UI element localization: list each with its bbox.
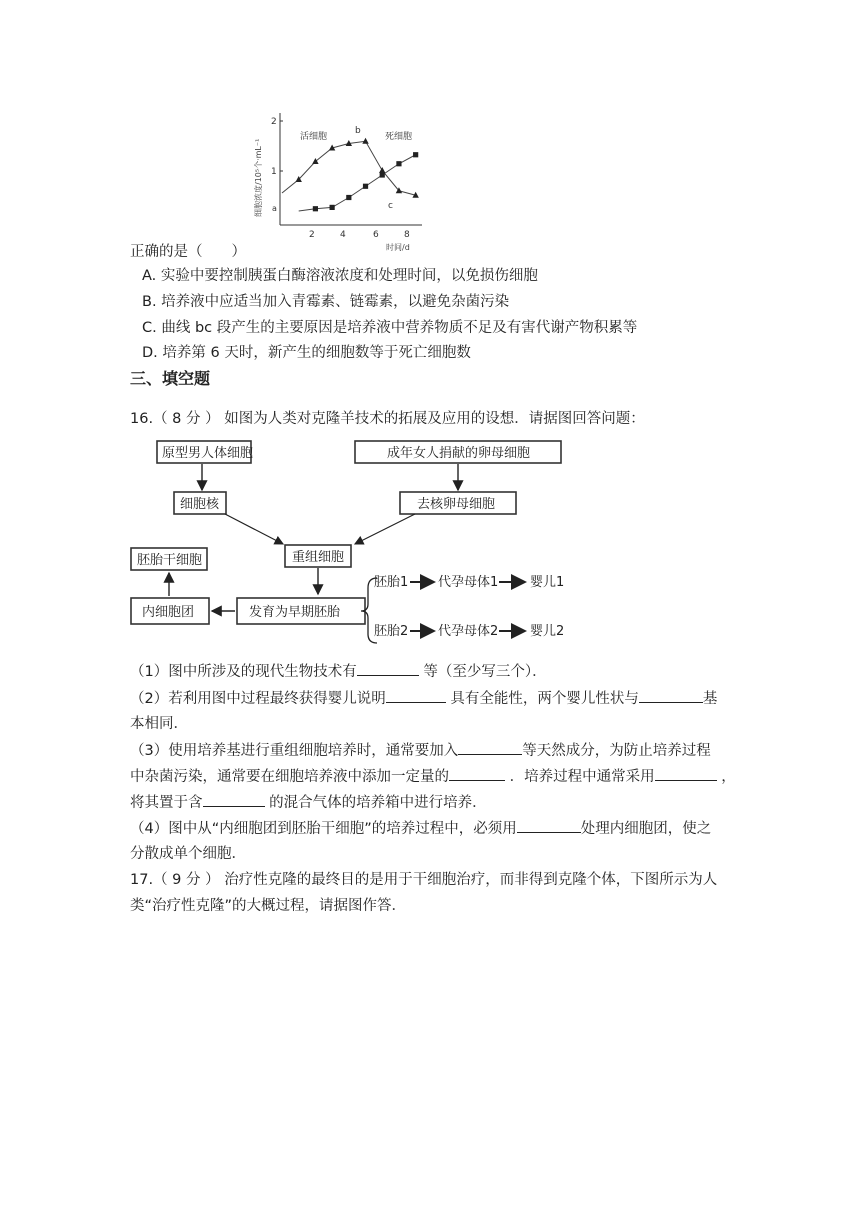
arrow-enucleated-to-reconstructed xyxy=(355,514,415,544)
q17-stem-line2: 类“治疗性克隆”的大概过程，请据图作答． xyxy=(130,898,407,914)
data-point xyxy=(396,161,401,166)
surrogate-1-label: 代孕母体1 xyxy=(438,575,499,590)
embryo-2-label: 胚胎2 xyxy=(374,624,409,639)
answer-blank[interactable] xyxy=(357,661,419,676)
chart-x-label: 时间/d xyxy=(386,243,410,252)
box-inner-cell-mass-label: 内细胞团 xyxy=(142,605,195,620)
q15-stem-end: 正确的是（ ） xyxy=(130,244,246,260)
q16-part-3-line2: 中杂菌污染，通常要在细胞培养液中添加一定量的 ．培养过程中通常采用 ， xyxy=(130,766,736,787)
chart-x-tick-2: 2 xyxy=(309,230,315,240)
data-point xyxy=(330,205,335,210)
q15-option-a: A. 实验中要控制胰蛋白酶溶液浓度和处理时间，以免损伤细胞 xyxy=(142,268,538,284)
q16-part-3: （3）使用培养基进行重组细胞培养时，通常要加入 等天然成分，为防止培养过程 xyxy=(130,740,711,761)
surrogate-2-label: 代孕母体2 xyxy=(438,624,499,639)
data-point xyxy=(346,195,351,200)
chart-y-tick-2: 2 xyxy=(271,117,277,127)
chart-label-b: b xyxy=(355,126,361,136)
box-reconstructed-cell-label: 重组细胞 xyxy=(292,550,345,565)
data-point xyxy=(362,138,368,144)
answer-blank[interactable] xyxy=(203,792,265,807)
chart-label-live: 活细胞 xyxy=(300,132,328,142)
embryo-1-label: 胚胎1 xyxy=(374,575,409,590)
data-point xyxy=(313,206,318,211)
answer-blank[interactable] xyxy=(449,766,505,781)
data-point xyxy=(312,158,318,164)
box-nucleus-label: 细胞核 xyxy=(180,497,220,512)
q15-option-d: D. 培养第 6 天时，新产生的细胞数等于死亡细胞数 xyxy=(142,345,471,361)
chart-x-tick-6: 6 xyxy=(373,230,379,240)
data-point xyxy=(363,184,368,189)
chart-y-label: 细胞浓度/10⁵个·mL⁻¹ xyxy=(254,138,263,217)
box-enucleated-egg-label: 去核卵母细胞 xyxy=(417,497,496,512)
box-donated-egg-label: 成年女人捐献的卵母细胞 xyxy=(387,446,531,461)
answer-blank[interactable] xyxy=(639,688,703,703)
arrow-nucleus-to-reconstructed xyxy=(225,514,283,544)
baby-1-label: 婴儿1 xyxy=(530,575,565,590)
answer-blank[interactable] xyxy=(655,766,717,781)
data-point xyxy=(380,172,385,177)
answer-blank[interactable] xyxy=(517,818,581,833)
baby-2-label: 婴儿2 xyxy=(530,624,565,639)
section-3-title: 三、填空题 xyxy=(130,369,211,388)
data-point xyxy=(413,152,418,157)
chart-x-tick-4: 4 xyxy=(340,230,346,240)
answer-blank[interactable] xyxy=(458,740,522,755)
q17-stem-line1: 17.（ 9 分 ） 治疗性克隆的最终目的是用于干细胞治疗，而非得到克隆个体，下图所示为人 xyxy=(130,872,718,888)
box-male-cell-label: 原型男人体细胞 xyxy=(162,446,254,461)
box-early-embryo-label: 发育为早期胚胎 xyxy=(249,605,341,620)
cell-growth-chart xyxy=(250,105,430,255)
chart-y-tick-1: 1 xyxy=(271,167,277,177)
q16-part-2: （2）若利用图中过程最终获得婴儿说明 具有全能性，两个婴儿性状与 基 xyxy=(130,688,717,709)
answer-blank[interactable] xyxy=(386,688,446,703)
q16-part-4: （4）图中从“内细胞团到胚胎干细胞”的培养过程中，必须用 处理内细胞团，使之 xyxy=(130,818,711,839)
chart-label-dead: 死细胞 xyxy=(385,132,413,142)
series-line-1 xyxy=(282,141,416,195)
q15-option-c: C. 曲线 bc 段产生的主要原因是培养液中营养物质不足及有害代谢产物积累等 xyxy=(142,320,638,336)
chart-x-tick-8: 8 xyxy=(404,230,410,240)
q16-stem: 16.（ 8 分 ） 如图为人类对克隆羊技术的拓展及应用的设想．请据图回答问题： xyxy=(130,411,645,427)
box-embryonic-stem-cell-label: 胚胎干细胞 xyxy=(137,553,203,568)
q15-option-b: B. 培养液中应适当加入青霉素、链霉素，以避免杂菌污染 xyxy=(142,294,510,310)
q16-part-4-cont: 分散成单个细胞． xyxy=(130,846,246,862)
q16-part-2-cont: 本相同． xyxy=(130,716,188,732)
data-point xyxy=(379,167,385,173)
chart-y-tick-a: a xyxy=(272,204,277,213)
q16-part-1: （1）图中所涉及的现代生物技术有 等（至少写三个）． xyxy=(130,661,547,682)
chart-label-c: c xyxy=(388,201,393,211)
q16-part-3-line3: 将其置于含 的混合气体的培养箱中进行培养． xyxy=(130,792,487,813)
cloning-flow-diagram xyxy=(125,436,595,648)
